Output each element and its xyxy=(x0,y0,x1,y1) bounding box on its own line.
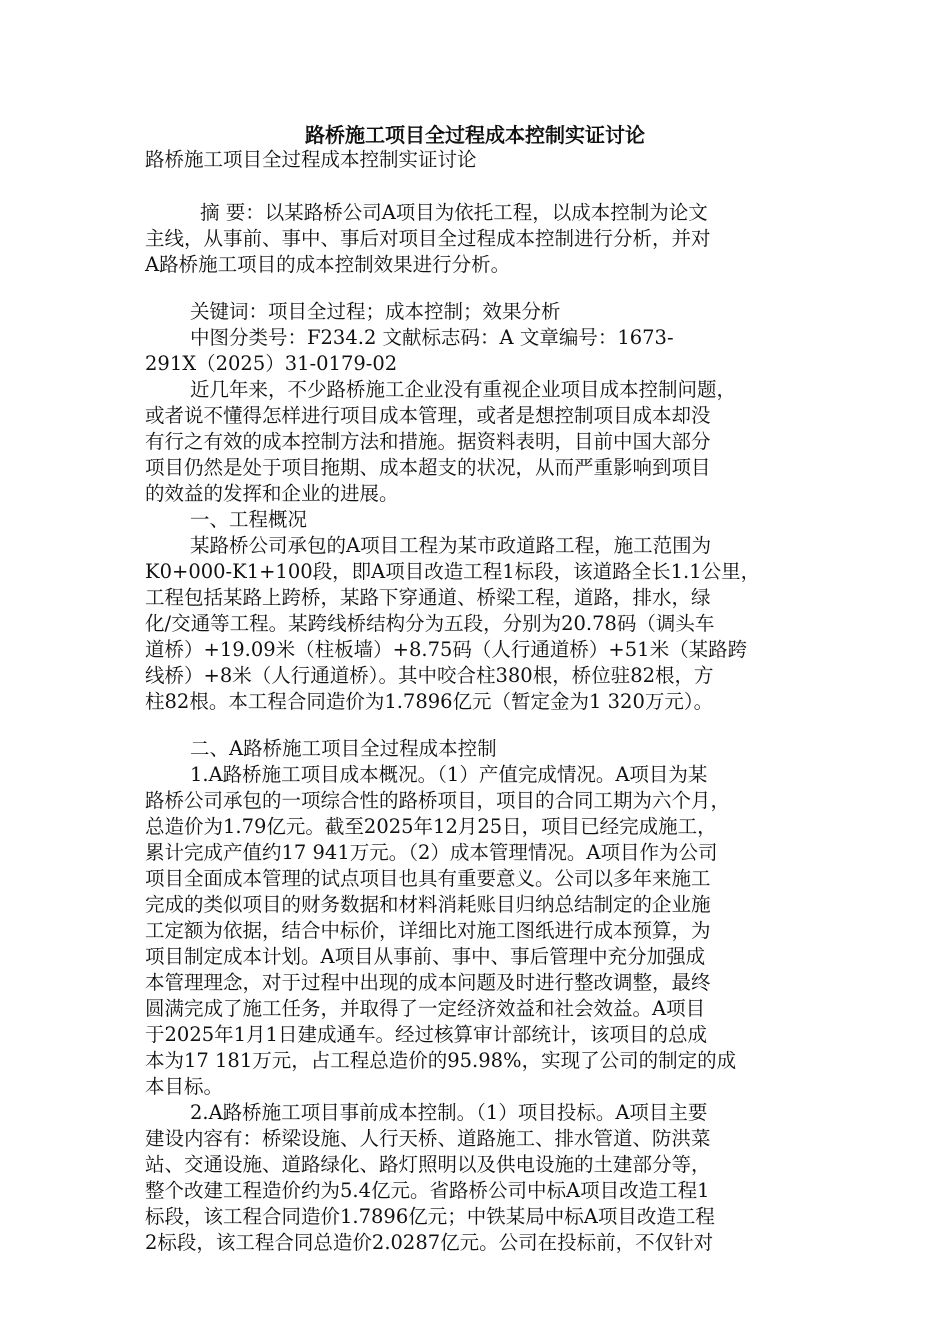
body-line: 2.A路桥施工项目事前成本控制。（1）项目投标。A项目主要 xyxy=(190,1101,708,1124)
body-line: 路桥公司承包的一项综合性的路桥项目，项目的合同工期为六个月， xyxy=(145,789,731,812)
body-line: 本目标。 xyxy=(145,1075,224,1098)
body-line: 有行之有效的成本控制方法和措施。据资料表明，目前中国大部分 xyxy=(145,430,711,453)
body-line: 柱82根。本工程合同造价为1.7896亿元（暂定金为1 320万元）。 xyxy=(145,690,714,713)
body-line: 整个改建工程造价约为5.4亿元。省路桥公司中标A项目改造工程1 xyxy=(145,1179,710,1202)
document-subtitle: 路桥施工项目全过程成本控制实证讨论 xyxy=(145,148,477,171)
body-line: 累计完成产值约17 941万元。（2）成本管理情况。A项目作为公司 xyxy=(145,841,718,864)
body-line: 于2025年1月1日建成通车。经过核算审计部统计，该项目的总成 xyxy=(145,1023,707,1046)
body-line: 总造价为1.79亿元。截至2025年12月25日，项目已经完成施工， xyxy=(145,815,717,838)
body-line: 工定额为依据，结合中标价，详细比对施工图纸进行成本预算，为 xyxy=(145,919,711,942)
body-line: 的效益的发挥和企业的进展。 xyxy=(145,482,399,505)
abstract-line: A路桥施工项目的成本控制效果进行分析。 xyxy=(145,253,511,276)
body-line: 本管理理念，对于过程中出现的成本问题及时进行整改调整，最终 xyxy=(145,971,711,994)
body-line: 工程包括某路上跨桥，某路下穿通道、桥梁工程，道路，排水，绿 xyxy=(145,586,711,609)
keywords-line: 关键词：项目全过程；成本控制；效果分析 xyxy=(190,300,561,323)
body-line: 道桥）+19.09米（柱板墙）+8.75码（人行通道桥）+51米（某路跨 xyxy=(145,638,748,661)
body-line: 某路桥公司承包的A项目工程为某市政道路工程，施工范围为 xyxy=(190,534,712,557)
body-line: 完成的类似项目的财务数据和材料消耗账目归纳总结制定的企业施 xyxy=(145,893,711,916)
body-line: 圆满完成了施工任务，并取得了一定经济效益和社会效益。A项目 xyxy=(145,997,706,1020)
body-line: 近几年来，不少路桥施工企业没有重视企业项目成本控制问题， xyxy=(190,378,737,401)
classification-line: 291X（2025）31-0179-02 xyxy=(145,352,398,375)
body-line: K0+000-K1+100段，即A项目改造工程1标段，该道路全长1.1公里， xyxy=(145,560,761,583)
section-heading: 一、工程概况 xyxy=(190,508,308,531)
body-line: 项目仍然是处于项目拖期、成本超支的状况，从而严重影响到项目 xyxy=(145,456,711,479)
classification-line: 中图分类号：F234.2 文献标志码：A 文章编号：1673- xyxy=(190,326,674,349)
body-line: 化/交通等工程。某跨线桥结构分为五段，分别为20.78码（调头车 xyxy=(145,612,715,635)
body-line: 建设内容有：桥梁设施、人行天桥、道路施工、排水管道、防洪菜 xyxy=(145,1127,711,1150)
body-line: 站、交通设施、道路绿化、路灯照明以及供电设施的土建部分等， xyxy=(145,1153,711,1176)
section-heading: 二、A路桥施工项目全过程成本控制 xyxy=(190,737,497,760)
body-line: 标段，该工程合同造价1.7896亿元；中铁某局中标A项目改造工程 xyxy=(145,1205,715,1228)
document-title: 路桥施工项目全过程成本控制实证讨论 xyxy=(305,123,645,147)
body-line: 1.A路桥施工项目成本概况。（1）产值完成情况。A项目为某 xyxy=(190,763,708,786)
body-line: 线桥）+8米（人行通道桥）。其中咬合柱380根，桥位驻82根，方 xyxy=(145,664,714,687)
abstract-line: 主线，从事前、事中、事后对项目全过程成本控制进行分析，并对 xyxy=(145,227,711,250)
body-line: 本为17 181万元，占工程总造价的95.98%，实现了公司的制定的成 xyxy=(145,1049,737,1072)
abstract-line: 摘 要：以某路桥公司A项目为依托工程，以成本控制为论文 xyxy=(200,201,708,224)
body-line: 或者说不懂得怎样进行项目成本管理，或者是想控制项目成本却没 xyxy=(145,404,711,427)
body-line: 项目全面成本管理的试点项目也具有重要意义。公司以多年来施工 xyxy=(145,867,711,890)
body-line: 项目制定成本计划。A项目从事前、事中、事后管理中充分加强成 xyxy=(145,945,706,968)
body-line: 2标段，该工程合同总造价2.0287亿元。公司在投标前，不仅针对 xyxy=(145,1231,714,1254)
